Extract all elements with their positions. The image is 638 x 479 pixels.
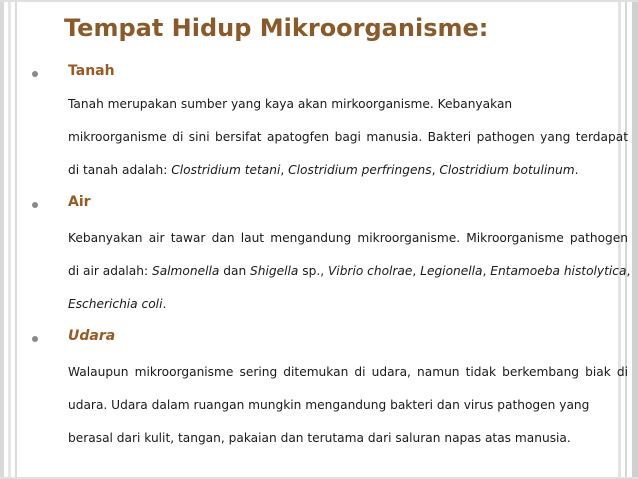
paragraph-line: udara. Udara dalam ruangan mungkin mengandung bakteri dan virus pathogen yang bbox=[68, 398, 590, 412]
paragraph-line: berasal dari kulit, tangan, pakaian dan terutama dari saluran napas atas manusia. bbox=[68, 431, 571, 445]
top-border-decoration bbox=[0, 0, 638, 4]
section-paragraph bbox=[68, 88, 628, 187]
paragraph-line: mikroorganisme di sini bersifat apatogfen bagi manusia. Bakteri pathogen yang terdapat bbox=[68, 130, 628, 144]
paragraph-line: Escherichia coli. bbox=[68, 297, 167, 311]
paragraph-line: Walaupun mikroorganisme sering ditemukan di udara, namun tidak berkembang biak di bbox=[68, 365, 628, 379]
left-border-decoration bbox=[0, 0, 20, 479]
paragraph-line: di air adalah: Salmonella dan Shigella sp., Vibrio cholrae, Legionella, Entamoeba histolytica, bbox=[68, 264, 631, 278]
bullet-icon bbox=[32, 202, 38, 208]
section-heading: Air bbox=[68, 194, 91, 210]
bullet-icon bbox=[32, 71, 38, 77]
paragraph-line: Kebanyakan air tawar dan laut mengandung mikroorganisme. Mikroorganisme pathogen bbox=[68, 231, 628, 245]
paragraph-line: di tanah adalah: Clostridium tetani, Clostridium perfringens, Clostridium botulinum. bbox=[68, 163, 579, 177]
bottom-border-decoration bbox=[0, 475, 638, 479]
section-heading: Udara bbox=[68, 328, 116, 344]
paragraph-line: Tanah merupakan sumber yang kaya akan mirkoorganisme. Kebanyakan bbox=[68, 97, 513, 111]
bullet-icon bbox=[32, 336, 38, 342]
section-paragraph bbox=[68, 356, 628, 455]
section-paragraph bbox=[68, 222, 631, 321]
slide-title: Tempat Hidup Mikroorganisme: bbox=[64, 14, 489, 42]
section-heading: Tanah bbox=[68, 63, 115, 79]
